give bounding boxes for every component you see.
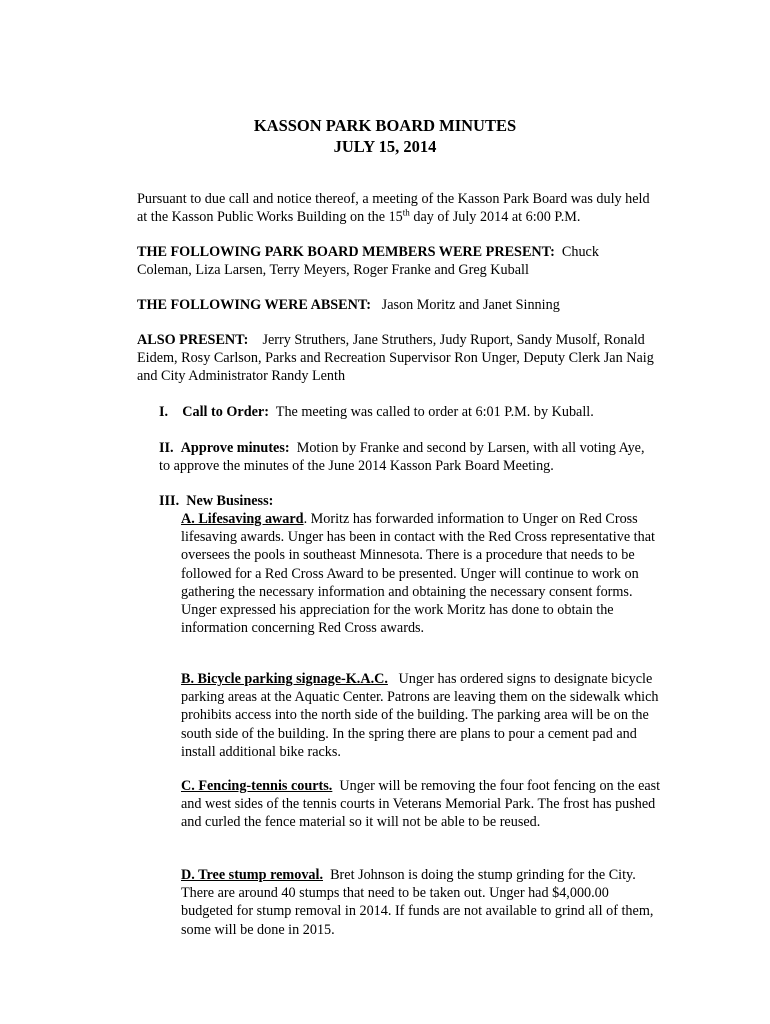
section-number: III. (159, 493, 180, 509)
section-number: I. (159, 404, 169, 420)
item-bicycle-parking (181, 670, 661, 761)
item-heading: B. Bicycle parking signage-K.A.C. (181, 671, 388, 687)
also-present-paragraph (137, 331, 657, 386)
document-title: KASSON PARK BOARD MINUTES (253, 116, 517, 135)
members-present-label: THE FOLLOWING PARK BOARD MEMBERS WERE PRESENT: (137, 244, 555, 260)
members-present-names: Chuck Coleman, Liza Larsen, Terry Meyers, Roger Franke and Greg Kuball (137, 244, 599, 279)
section-call-to-order (159, 403, 659, 421)
section-label: Approve minutes: (180, 440, 290, 456)
absent-names: Jason Moritz and Janet Sinning (381, 297, 560, 313)
intro-paragraph (137, 190, 657, 226)
item-fencing-tennis-courts (181, 777, 661, 832)
item-tree-stump-removal (181, 866, 661, 939)
members-present-paragraph (137, 243, 657, 279)
item-heading: D. Tree stump removal. (181, 867, 323, 883)
also-present-label: ALSO PRESENT: (137, 332, 249, 348)
section-text: Motion by Franke and second by Larsen, with all voting Aye, to approve the minutes of the June 2014 Kasson Park Board Meeting. (159, 440, 645, 475)
intro-text: Pursuant to due call and notice thereof, a meeting of the Kasson Park Board was duly held at the Kasson Public Works Building on the 15 (137, 191, 650, 226)
section-text: The meeting was called to order at 6:01 P.M. by Kuball. (275, 404, 594, 420)
section-approve-minutes (159, 439, 659, 475)
intro-text-end: day of July 2014 at 6:00 P.M. (409, 209, 581, 226)
ordinal-suffix: th (402, 207, 410, 218)
item-heading: C. Fencing-tennis courts. (181, 778, 333, 794)
item-heading: A. Lifesaving award (181, 511, 304, 527)
item-text: Unger will be removing the four foot fencing on the east and west sides of the tennis courts in Veterans Memorial Park. The frost has pushed and curled the fence material so it will not be able to be reused. (181, 778, 661, 831)
absent-label: THE FOLLOWING WERE ABSENT: (137, 297, 372, 313)
section-label: New Business: (186, 493, 274, 509)
document-date: JULY 15, 2014 (333, 137, 437, 156)
item-text: Unger has ordered signs to designate bicycle parking areas at the Aquatic Center. Patrons are leaving them on the sidewalk which prohibits access into the north side of the building. The parking area will be on the south side of the building. In the spring there are plans to pour a cement pad and install additional bike racks. (181, 671, 659, 760)
item-text: . Moritz has forwarded information to Unger on Red Cross lifesaving awards. Unger has been in contact with the Red Cross representative that oversees the pools in southeast Minnesota. There is a procedure that needs to be followed for a Red Cross Award to be presented. Unger will continue to work on gathering the necessary information and obtaining the necessary consent forms. Unger expressed his appreciation for the work Moritz has done to obtain the information concerning Red Cross awards. (181, 511, 655, 637)
section-number: II. (159, 440, 174, 456)
item-text: Bret Johnson is doing the stump grinding for the City. There are around 40 stumps that need to be taken out. Unger had $4,000.00 budgeted for stump removal in 2014. If funds are not available to grind all of them, some will be done in 2015. (181, 867, 654, 938)
also-present-names: Jerry Struthers, Jane Struthers, Judy Ruport, Sandy Musolf, Ronald Eidem, Rosy Carlson, Parks and Recreation Supervisor Ron Unger, Deputy Clerk Jan Naig and City Administrator Randy Lenth (137, 332, 654, 385)
item-lifesaving-award (181, 510, 661, 637)
section-new-business (159, 492, 659, 510)
absent-paragraph (137, 296, 657, 314)
section-label: Call to Order: (182, 404, 269, 420)
